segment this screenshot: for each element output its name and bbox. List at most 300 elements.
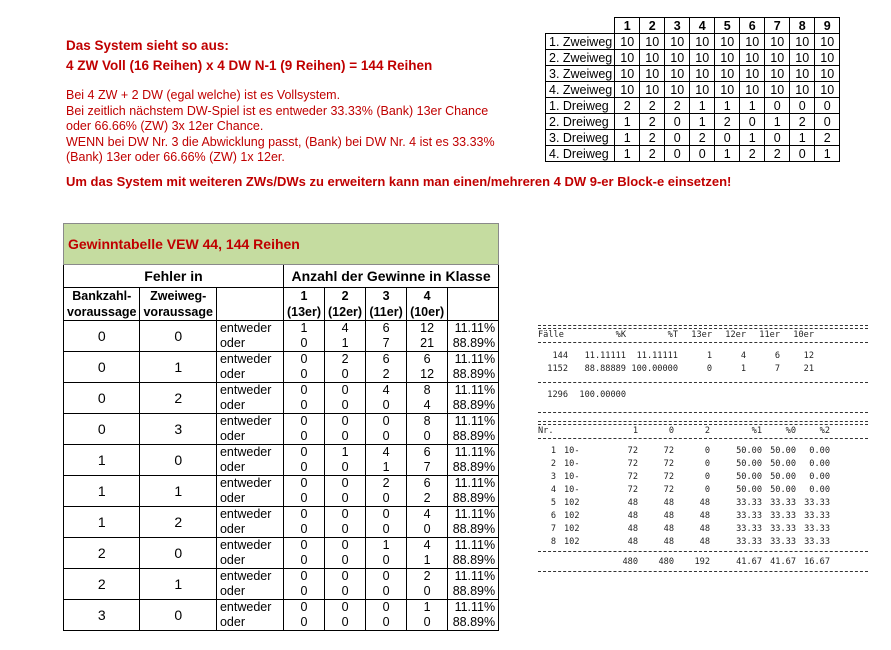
stats2-total — [538, 552, 868, 569]
gt-oder-label: oder — [216, 615, 283, 631]
stats2-row-cell: 33.33 — [804, 511, 830, 521]
stats2-row-cell: 33.33 — [736, 524, 762, 534]
grid-row — [546, 98, 840, 114]
stats1-total — [538, 383, 868, 402]
stats2-row-cell: 4 — [550, 485, 556, 495]
heading-line-2: 4 ZW Voll (16 Reihen) x 4 DW N-1 (9 Reihen) = 144 Reihen — [66, 58, 433, 73]
gt-count: 0 — [366, 491, 407, 507]
gt-col-class — [366, 288, 407, 321]
stats1-row-cell: 144 — [552, 351, 568, 361]
grid-cell: 10 — [765, 66, 790, 82]
stats1-header-row-cell: 13er — [691, 330, 712, 340]
gt-count: 0 — [325, 429, 366, 445]
gt-oder-label: oder — [216, 491, 283, 507]
grid-cell: 1 — [690, 114, 715, 130]
grid-cell: 0 — [665, 146, 690, 162]
stats2-row-cell: 0.00 — [809, 446, 830, 456]
grid-cell: 10 — [740, 34, 765, 50]
grid-cell: 2 — [640, 114, 665, 130]
gt-count: 0 — [283, 460, 324, 476]
gt-count: 1 — [325, 336, 366, 352]
stats2-row — [538, 471, 868, 484]
system-heading — [66, 36, 432, 76]
gt-percent: 88.89% — [448, 398, 499, 414]
gt-count: 0 — [325, 398, 366, 414]
gt-count: 0 — [366, 414, 407, 430]
grid-cell: 10 — [790, 34, 815, 50]
gt-count: 6 — [407, 445, 448, 461]
stats1-row-cell: 100.00000 — [631, 364, 678, 374]
gt-bank-value: 1 — [64, 445, 140, 476]
stats2-header-row-cell — [556, 425, 586, 438]
stats2-row-cell: 50.00 — [770, 446, 796, 456]
gt-count: 0 — [325, 584, 366, 600]
stats2-row-cell: 50.00 — [770, 472, 796, 482]
stats1-header-row-cell: 11er — [759, 330, 780, 340]
stats2-row-cell: 48 — [663, 511, 674, 521]
grid-row — [546, 114, 840, 130]
gt-count: 0 — [325, 491, 366, 507]
gt-fehler-in: Fehler in — [64, 265, 284, 288]
stats2-total-cell: 41.67 — [736, 557, 762, 567]
stats2-row-cell: 10- — [564, 459, 580, 469]
grid-cell: 10 — [740, 50, 765, 66]
stats2-row-cell: 72 — [663, 485, 674, 495]
grid-cell: 10 — [790, 82, 815, 98]
stats2-row-cell: 2 — [550, 459, 556, 469]
gt-count: 0 — [325, 569, 366, 585]
gt-class-num: 4 — [423, 289, 431, 303]
stats1-row-cell: 7 — [774, 364, 780, 374]
gt-count: 0 — [283, 584, 324, 600]
grid-row-label: 4. Zweiweg — [546, 82, 615, 98]
gt-count: 2 — [366, 476, 407, 492]
gt-count: 0 — [366, 553, 407, 569]
stats2-row-cell: 102 — [564, 511, 580, 521]
gt-count: 1 — [325, 445, 366, 461]
gt-col-zw-line: Zweiweg- — [150, 289, 207, 303]
grid-row-label: 1. Zweiweg — [546, 34, 615, 50]
grid-cell: 0 — [715, 130, 740, 146]
stats2-row — [538, 484, 868, 497]
gt-count: 0 — [283, 538, 324, 554]
gt-bank-value: 1 — [64, 476, 140, 507]
stats2-row-cell: 72 — [627, 472, 638, 482]
gewinntabelle — [63, 223, 499, 631]
gt-count: 0 — [407, 584, 448, 600]
stats2-row-cell: 0 — [704, 485, 710, 495]
gt-zw-value: 2 — [140, 383, 216, 414]
grid-column-header: 4 — [690, 18, 715, 34]
gt-class-num: 2 — [341, 289, 349, 303]
grid-cell: 10 — [640, 82, 665, 98]
grid-header-row — [546, 18, 840, 34]
stats2-row-cell: 48 — [699, 537, 710, 547]
gt-oder-label: oder — [216, 460, 283, 476]
gt-anzahl: Anzahl der Gewinne in Klasse — [283, 265, 498, 288]
grid-cell: 10 — [815, 50, 840, 66]
stats2-header-row-cell: Nr. — [538, 426, 554, 436]
gt-row-entweder — [64, 383, 499, 399]
gt-row-entweder — [64, 507, 499, 523]
gt-percent: 88.89% — [448, 336, 499, 352]
grid-cell: 2 — [640, 130, 665, 146]
stats2-total-cell: 480 — [658, 557, 674, 567]
gt-zw-value: 1 — [140, 352, 216, 383]
gt-oder-label: oder — [216, 367, 283, 383]
stats2-row-cell: 33.33 — [770, 511, 796, 521]
stats2-total-row — [538, 556, 868, 569]
stats2-row-cell: 0.00 — [809, 485, 830, 495]
gt-bank-value: 2 — [64, 538, 140, 569]
stats1-row-cell: 11.11111 — [636, 351, 678, 361]
stats2-row-cell: 1 — [550, 446, 556, 456]
gt-percent: 11.11% — [448, 383, 499, 399]
stats2-row-cell: 72 — [663, 459, 674, 469]
grid-cell: 10 — [790, 50, 815, 66]
gt-title: Gewinntabelle VEW 44, 144 Reihen — [64, 224, 499, 265]
spacer — [538, 556, 586, 569]
gt-row-entweder — [64, 321, 499, 337]
stats2-row-cell: 33.33 — [770, 524, 796, 534]
gt-count: 4 — [407, 398, 448, 414]
gt-col-percent — [448, 288, 499, 321]
stats2-row-cell: 50.00 — [736, 485, 762, 495]
gt-class-label: (13er) — [286, 305, 322, 319]
gt-count: 6 — [366, 352, 407, 368]
grid-cell: 10 — [665, 82, 690, 98]
grid-cell: 10 — [815, 34, 840, 50]
gt-percent: 88.89% — [448, 522, 499, 538]
desc-line: Bei zeitlich nächstem DW-Spiel ist es entweder 33.33% (Bank) 13er Chance — [66, 103, 489, 118]
stats2-row-cell: 48 — [699, 498, 710, 508]
gt-class-num: 3 — [382, 289, 390, 303]
gt-row-entweder — [64, 569, 499, 585]
gt-col-bank-line: Bankzahl- — [72, 289, 132, 303]
grid-row-label: 2. Zweiweg — [546, 50, 615, 66]
gt-count: 0 — [283, 615, 324, 631]
gt-count: 4 — [407, 538, 448, 554]
grid-row — [546, 34, 840, 50]
stats2-header-row — [538, 425, 868, 438]
stats2-row-cell: 5 — [550, 498, 556, 508]
gt-zw-value: 1 — [140, 569, 216, 600]
stats2-row-cell: 10- — [564, 472, 580, 482]
gt-count: 0 — [366, 600, 407, 616]
grid-column-header: 7 — [765, 18, 790, 34]
grid-cell: 0 — [790, 146, 815, 162]
gt-count: 0 — [325, 507, 366, 523]
grid-column-header: 9 — [815, 18, 840, 34]
gt-count: 0 — [366, 398, 407, 414]
gt-col-class — [407, 288, 448, 321]
gt-col-zw-line: voraussage — [143, 305, 213, 319]
gt-col-class — [325, 288, 366, 321]
grid-cell: 0 — [815, 98, 840, 114]
gt-entweder-label: entweder — [216, 538, 283, 554]
grid-cell: 2 — [765, 146, 790, 162]
stats1-row-cell: 21 — [803, 364, 814, 374]
divider — [538, 325, 868, 326]
gt-count: 8 — [407, 383, 448, 399]
stats2-row-cell: 33.33 — [770, 537, 796, 547]
grid-cell: 10 — [740, 66, 765, 82]
gt-count: 7 — [366, 336, 407, 352]
grid-cell: 1 — [615, 114, 640, 130]
grid-cell: 10 — [690, 82, 715, 98]
stats2-row-cell: 0 — [704, 472, 710, 482]
grid-cell: 1 — [690, 98, 715, 114]
gt-count: 0 — [325, 414, 366, 430]
grid-cell: 2 — [640, 98, 665, 114]
desc-line: (Bank) 13er oder 66.66% (ZW) 1x 12er. — [66, 150, 285, 164]
stats2-row — [538, 497, 868, 510]
stats2-header-row-cell: %1 — [751, 426, 762, 436]
grid-cell: 2 — [715, 114, 740, 130]
stats2-row-cell: 102 — [564, 524, 580, 534]
gt-zw-value: 3 — [140, 414, 216, 445]
stats2-row-cell: 48 — [699, 524, 710, 534]
stats1-row-cell: 11.11111 — [584, 351, 626, 361]
stats2-row-cell: 33.33 — [736, 498, 762, 508]
gt-row-entweder — [64, 600, 499, 616]
gt-col-bank-line: voraussage — [67, 305, 137, 319]
grid-cell: 2 — [690, 130, 715, 146]
gt-count: 0 — [325, 553, 366, 569]
grid-cell: 0 — [765, 130, 790, 146]
grid-row — [546, 130, 840, 146]
grid-cell: 10 — [815, 82, 840, 98]
grid-cell: 10 — [690, 34, 715, 50]
divider — [538, 421, 868, 422]
gt-bank-value: 0 — [64, 321, 140, 352]
grid-cell: 10 — [715, 50, 740, 66]
divider — [538, 571, 868, 572]
grid-column-header: 3 — [665, 18, 690, 34]
grid-cell: 10 — [640, 34, 665, 50]
gt-oder-label: oder — [216, 553, 283, 569]
grid-cell: 0 — [790, 98, 815, 114]
gt-count: 1 — [366, 538, 407, 554]
gt-zw-value: 0 — [140, 321, 216, 352]
stats2-row-cell: 102 — [564, 498, 580, 508]
stats2-total-cell: 480 — [622, 557, 638, 567]
stats2-row — [538, 536, 868, 549]
gt-percent: 11.11% — [448, 445, 499, 461]
stats1-row-cell: 4 — [740, 351, 746, 361]
stats2-row-cell: 48 — [627, 537, 638, 547]
gt-count: 21 — [407, 336, 448, 352]
stats1-header-row-cell: %T — [667, 330, 678, 340]
stats2-total-cell: 16.67 — [804, 557, 830, 567]
grid-cell: 2 — [740, 146, 765, 162]
gt-count: 1 — [407, 600, 448, 616]
stats2-row-cell: 48 — [663, 524, 674, 534]
gt-count: 2 — [407, 569, 448, 585]
gt-zw-value: 0 — [140, 538, 216, 569]
gt-count: 0 — [366, 569, 407, 585]
stats1-row-cell: 1152 — [547, 364, 568, 374]
stats2-row-cell: 0.00 — [809, 459, 830, 469]
stats2-rows — [538, 439, 868, 549]
gt-zw-value: 1 — [140, 476, 216, 507]
stats2-row-cell: 50.00 — [736, 472, 762, 482]
grid-row — [546, 66, 840, 82]
gt-count: 0 — [283, 414, 324, 430]
grid-cell: 10 — [790, 66, 815, 82]
stats2-row-cell: 48 — [627, 498, 638, 508]
stats2-row-cell: 50.00 — [736, 459, 762, 469]
gt-count: 0 — [283, 569, 324, 585]
system-grid — [545, 17, 840, 162]
gt-zw-value: 0 — [140, 600, 216, 631]
gt-entweder-label: entweder — [216, 507, 283, 523]
gt-bank-value: 1 — [64, 507, 140, 538]
gt-count: 7 — [407, 460, 448, 476]
gt-count: 0 — [325, 476, 366, 492]
stats2-row-cell: 33.33 — [804, 524, 830, 534]
gt-count: 0 — [283, 352, 324, 368]
gt-bank-value: 0 — [64, 383, 140, 414]
gt-row-entweder — [64, 445, 499, 461]
stats2-row-cell: 50.00 — [770, 459, 796, 469]
stats1-header-row-cell: Fälle — [538, 330, 564, 340]
grid-cell: 1 — [615, 130, 640, 146]
statistics-printout — [538, 325, 868, 572]
gt-count: 0 — [283, 336, 324, 352]
gt-count: 0 — [366, 615, 407, 631]
grid-cell: 10 — [615, 34, 640, 50]
grid-cell: 10 — [815, 66, 840, 82]
gt-entweder-label: entweder — [216, 383, 283, 399]
grid-cell: 1 — [740, 130, 765, 146]
stats2-row-cell: 48 — [663, 537, 674, 547]
grid-cell: 1 — [790, 130, 815, 146]
stats2-row-cell: 48 — [699, 511, 710, 521]
stats1-header-row-cell: %K — [615, 330, 626, 340]
stats2-row-cell: 72 — [663, 446, 674, 456]
stats2-row-cell: 102 — [564, 537, 580, 547]
stats1-rows — [538, 343, 868, 376]
gt-count: 0 — [366, 429, 407, 445]
gt-count: 0 — [283, 491, 324, 507]
gt-count: 1 — [366, 460, 407, 476]
gt-percent: 11.11% — [448, 321, 499, 337]
gt-col-blank — [216, 288, 283, 321]
gt-count: 0 — [283, 398, 324, 414]
gt-class-label: (12er) — [328, 305, 363, 319]
gt-class-label: (11er) — [369, 305, 403, 319]
stats2-row-cell: 33.33 — [736, 537, 762, 547]
stats1-row-cell: 1 — [740, 364, 746, 374]
grid-cell: 10 — [765, 34, 790, 50]
stats1-header — [538, 329, 868, 342]
stats2-row-cell: 72 — [663, 472, 674, 482]
stats2-row — [538, 510, 868, 523]
gt-percent: 88.89% — [448, 584, 499, 600]
gt-row-entweder — [64, 352, 499, 368]
grid-column-header: 2 — [640, 18, 665, 34]
gt-header-row — [64, 265, 499, 288]
gt-col-class — [283, 288, 324, 321]
grid-cell: 2 — [815, 130, 840, 146]
stats2-row-cell: 48 — [663, 498, 674, 508]
stats2-row-cell: 0 — [704, 446, 710, 456]
grid-row — [546, 146, 840, 162]
grid-cell: 0 — [690, 146, 715, 162]
gt-percent: 11.11% — [448, 476, 499, 492]
stats2-row — [538, 458, 868, 471]
gt-percent: 11.11% — [448, 569, 499, 585]
system-description — [66, 88, 495, 166]
gt-count: 0 — [325, 367, 366, 383]
stats1-row-cell: 0 — [706, 364, 712, 374]
gt-entweder-label: entweder — [216, 445, 283, 461]
stats2-row-cell: 8 — [550, 537, 556, 547]
grid-cell: 10 — [690, 66, 715, 82]
gt-count: 0 — [407, 615, 448, 631]
grid-cell: 10 — [765, 50, 790, 66]
gt-subheader-row — [64, 288, 499, 321]
grid-column-header: 5 — [715, 18, 740, 34]
gt-count: 6 — [366, 321, 407, 337]
grid-cell: 10 — [715, 34, 740, 50]
grid-cell: 1 — [740, 98, 765, 114]
stats2-row-cell: 3 — [550, 472, 556, 482]
desc-line: oder 66.66% (ZW) 3x 12er Chance. — [66, 119, 264, 133]
gt-title-row — [64, 224, 499, 265]
grid-column-header: 8 — [790, 18, 815, 34]
grid-cell: 1 — [715, 146, 740, 162]
stats1-row-cell: 6 — [774, 351, 780, 361]
grid-cell: 10 — [640, 66, 665, 82]
gt-count: 8 — [407, 414, 448, 430]
grid-cell: 10 — [615, 82, 640, 98]
grid-row-label: 3. Zweiweg — [546, 66, 615, 82]
grid-cell: 0 — [765, 98, 790, 114]
gt-count: 2 — [366, 367, 407, 383]
stats2-row-cell: 72 — [627, 485, 638, 495]
gt-count: 0 — [325, 538, 366, 554]
gt-count: 0 — [325, 522, 366, 538]
gt-count: 0 — [325, 460, 366, 476]
gt-count: 4 — [366, 383, 407, 399]
gt-count: 4 — [407, 507, 448, 523]
stats1-header-row-cell: 12er — [725, 330, 746, 340]
gt-oder-label: oder — [216, 522, 283, 538]
grid-cell: 2 — [640, 146, 665, 162]
gt-count: 0 — [283, 445, 324, 461]
grid-cell: 10 — [665, 66, 690, 82]
gt-percent: 11.11% — [448, 600, 499, 616]
grid-cell: 2 — [665, 98, 690, 114]
desc-line: WENN bei DW Nr. 3 die Abwicklung passt, (Bank) bei DW Nr. 4 ist es 33.33% — [66, 134, 495, 149]
desc-line: Bei 4 ZW + 2 DW (egal welche) ist es Vollsystem. — [66, 88, 341, 102]
gt-percent: 88.89% — [448, 429, 499, 445]
gt-count: 4 — [325, 321, 366, 337]
grid-cell: 10 — [665, 34, 690, 50]
gt-oder-label: oder — [216, 584, 283, 600]
gt-percent: 88.89% — [448, 491, 499, 507]
gt-zw-value: 0 — [140, 445, 216, 476]
gt-count: 0 — [325, 600, 366, 616]
grid-row-label: 2. Dreiweg — [546, 114, 615, 130]
stats2-header-row-cell: 0 — [668, 426, 674, 436]
stats1-total-row-cell: 100.00000 — [579, 390, 626, 400]
stats1-total-row-cell: 1296 — [547, 390, 568, 400]
gt-oder-label: oder — [216, 336, 283, 352]
gt-percent: 88.89% — [448, 615, 499, 631]
